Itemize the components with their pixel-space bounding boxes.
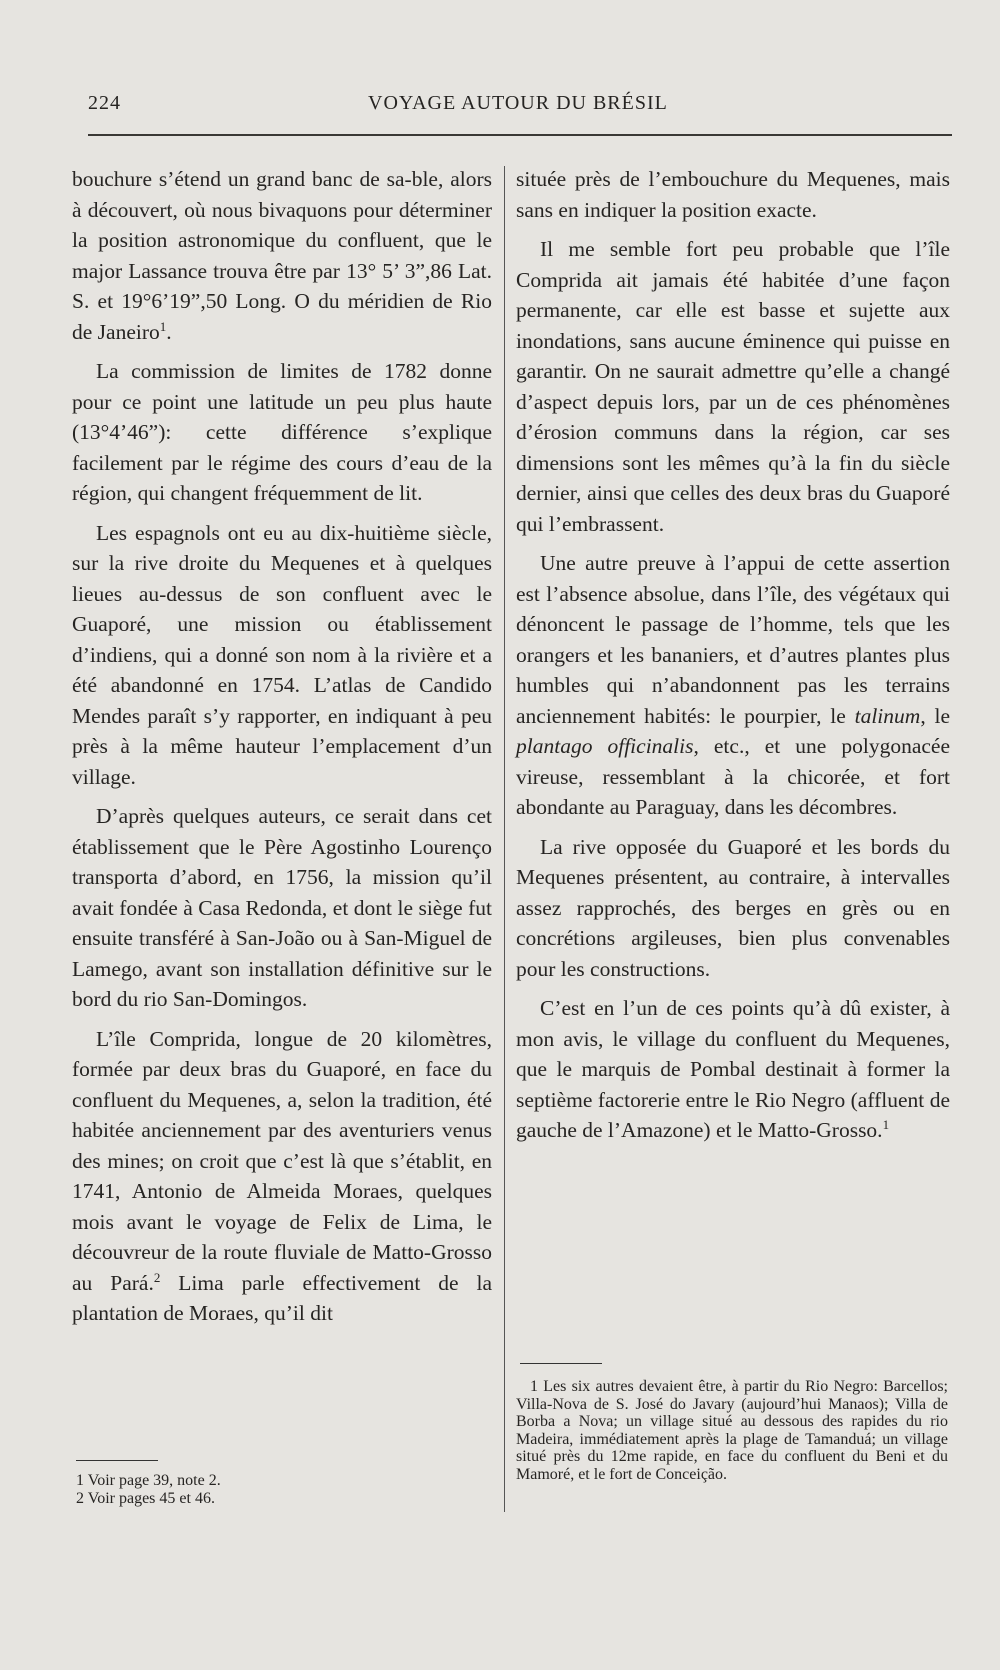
footnote-rule <box>76 1460 158 1461</box>
footnote-rule <box>520 1363 602 1364</box>
paragraph <box>72 164 492 347</box>
footnote-ref: 1 <box>882 1116 890 1132</box>
paragraph-text: Une autre preuve à l’appui de cette assertion est l’absence absolue, dans l’île, des végétaux qui dénoncent le passage de l’homme, tels que les orangers et les bananiers, et d’autres plantes plus humbles qui n’abandonnent pas les terrains anciennement habités: le pourpier, le <box>516 551 950 728</box>
paragraph-text: , le <box>920 703 950 728</box>
paragraph: La rive opposée du Guaporé et les bords du Mequenes présentent, au contraire, à intervalles assez rapprochés, des berges en grès ou en concrétions argileuses, bien plus convenables pour les constructions. <box>516 834 950 981</box>
footnote: 1 Les six autres devaient être, à partir du Rio Negro: Barcellos; Villa-Nova de S. José do Javary (aujourd’hui Manaos); Villa de Borba a Nova; un village situé au dessous des rapides du rio Madeira, immédiatement après la plage de Tamanduá; un village situé près du 12me rapide, en face du confluent du Beni et du Mamoré, et le fort de Conceição. <box>516 1378 948 1483</box>
right-footnotes <box>516 1378 948 1483</box>
paragraph: Il me semble fort peu probable que l’île Comprida ait jamais été habitée d’une façon permanente, car elle est basse et sujette aux inondations, sans aucune éminence qui puisse en garantir. On ne saurait admettre qu’elle a changé d’aspect depuis lors, par un de ces phénomènes d’érosion communs dans la région, car ses dimensions sont les mêmes qu’à la fin du siècle dernier, ainsi que celles des deux bras du Guaporé qui l’embrassent. <box>516 237 950 536</box>
paragraph-text: bouchure s’étend un grand banc de sa-ble, alors à découvert, où nous bivaquons pour déterminer la position astronomique du confluent, que le major Lassance trouva être par 13° 5’ 3”,86 Lat. S. et 19°6’19”,50 Long. O du méridien de Rio de Janeiro <box>72 167 492 344</box>
paragraph: D’après quelques auteurs, ce serait dans cet établissement que le Père Agostinho Lourenço transporta d’abord, en 1756, la mission qu’il avait fondée à Casa Redonda, et dont le siège fut ensuite transféré à San-João ou à San-Miguel de Lamego, avant son installation définitive sur le bord du rio San-Domingos. <box>72 804 492 1011</box>
page-number: 224 <box>88 92 121 114</box>
footnote-ref: 1 <box>159 318 167 334</box>
left-column <box>72 164 492 1338</box>
paragraph-text: , etc., et une polygonacée vireuse, ressemblant à la chicorée, et fort abondante au Paraguay, dans les décombres. <box>516 734 950 819</box>
italic-term: talinum <box>854 703 921 728</box>
left-footnotes <box>76 1472 286 1507</box>
paragraph <box>516 548 950 823</box>
right-column <box>516 164 950 1155</box>
paragraph: située près de l’embouchure du Mequenes, mais sans en indiquer la position exacte. <box>516 167 950 222</box>
footnote: 1 Voir page 39, note 2. <box>76 1472 221 1489</box>
header-rule <box>88 134 952 136</box>
paragraph-end: Lima parle effectivement de la plantation de Moraes, qu’il dit <box>72 1270 492 1325</box>
italic-term: plantago officinalis <box>516 734 694 758</box>
running-title: VOYAGE AUTOUR DU BRÉSIL <box>368 92 668 114</box>
paragraph: Les espagnols ont eu au dix-huitième siècle, sur la rive droite du Mequenes et à quelques lieues au-dessus de son confluent avec le Guaporé, une mission ou établissement d’indiens, qui a donné son nom à la rivière et a été abandonné en 1754. L’atlas de Candido Mendes paraît s’y rapporter, en indiquant à peu près à la même hauteur l’emplacement d’un village. <box>72 520 492 789</box>
paragraph-end: . <box>166 319 172 344</box>
paragraph <box>72 1024 492 1329</box>
running-header <box>88 92 948 122</box>
column-divider <box>504 166 505 1512</box>
footnote: 2 Voir pages 45 et 46. <box>76 1489 215 1507</box>
paragraph <box>516 993 950 1146</box>
paragraph-text: L’île Comprida, longue de 20 kilomètres, formée par deux bras du Guaporé, en face du confluent du Mequenes, a, selon la tradition, été habitée anciennement par des aventuriers venus des mines; on croit que c’est là que s’établit, en 1741, Antonio de Almeida Moraes, quelques mois avant le voyage de Felix de Lima, le découvreur de la route fluviale de Matto-Grosso au Pará. <box>72 1026 492 1295</box>
paragraph-text: C’est en l’un de ces points qu’à dû exister, à mon avis, le village du confluent du Mequenes, que le marquis de Pombal destinait à former la septième factorerie entre le Rio Negro (affluent de gauche de l’Amazone) et le Matto-Grosso. <box>516 996 950 1142</box>
paragraph: La commission de limites de 1782 donne pour ce point une latitude un peu plus haute (13°4’46”): cette différence s’explique facilement par le régime des cours d’eau de la région, qui changent fréquemment de lit. <box>72 359 492 505</box>
footnote-ref: 2 <box>153 1269 161 1285</box>
